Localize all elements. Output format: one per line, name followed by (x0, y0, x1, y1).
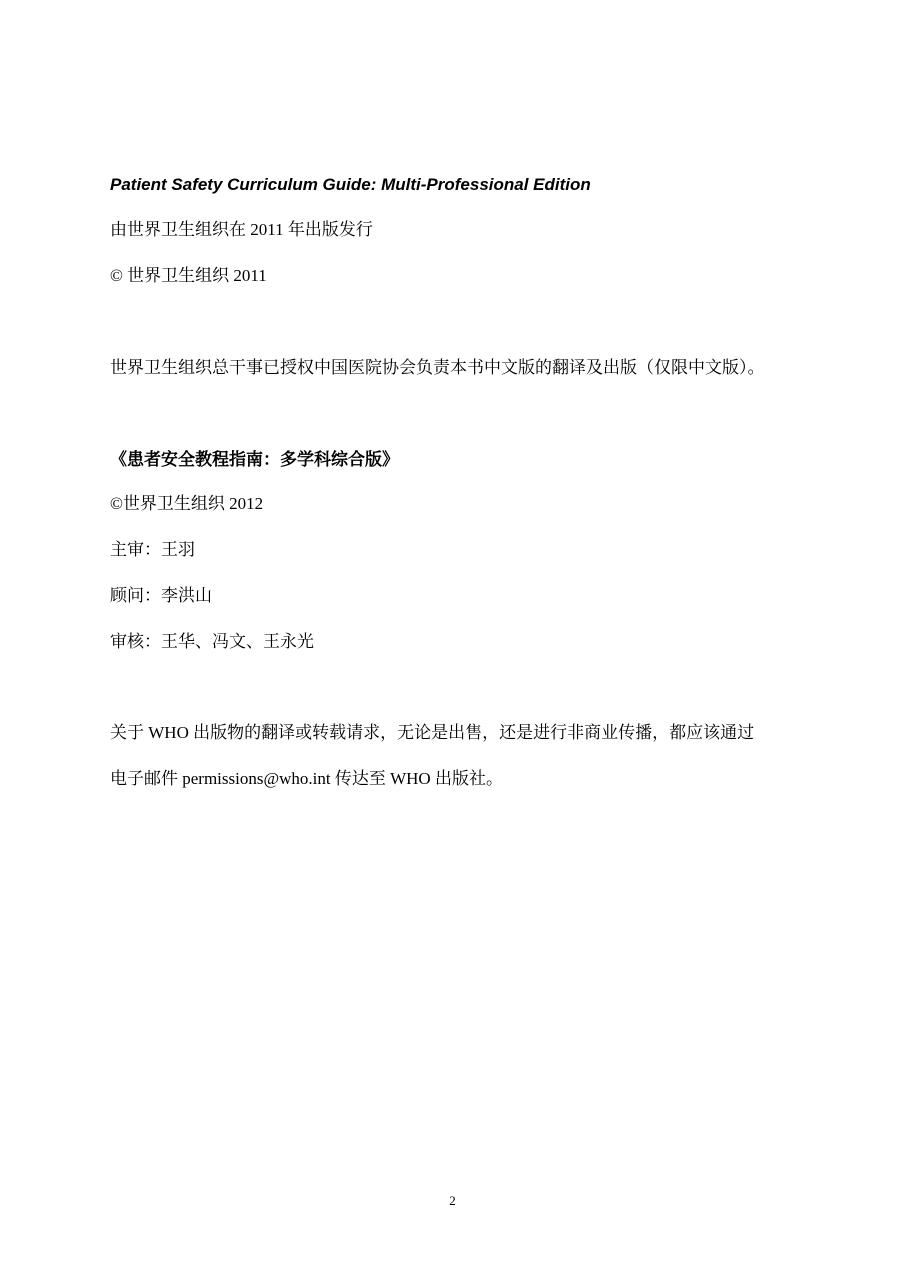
permissions-line-2: 电子邮件 permissions@who.int 传达至 WHO 出版社。 (110, 769, 503, 788)
original-copyright: © 世界卫生组织 2011 (110, 266, 267, 285)
chinese-edition-copyright: ©世界卫生组织 2012 (110, 494, 264, 513)
original-publisher-line: 由世界卫生组织在 2011 年出版发行 (110, 220, 373, 239)
advisor: 顾问：李洪山 (110, 586, 212, 605)
authorization-statement: 世界卫生组织总干事已授权中国医院协会负责本书中文版的翻译及出版（仅限中文版）。 (110, 358, 765, 377)
chinese-edition-title: 《患者安全教程指南：多学科综合版》 (110, 450, 399, 469)
chief-reviewer: 主审：王羽 (110, 540, 195, 559)
reviewers: 审核：王华、冯文、王永光 (110, 632, 314, 651)
original-title: Patient Safety Curriculum Guide: Multi-Professional Edition (110, 175, 591, 194)
permissions-line-1: 关于 WHO 出版物的翻译或转载请求，无论是出售，还是进行非商业传播，都应该通过 (110, 723, 755, 742)
page-number: 2 (449, 1193, 456, 1208)
